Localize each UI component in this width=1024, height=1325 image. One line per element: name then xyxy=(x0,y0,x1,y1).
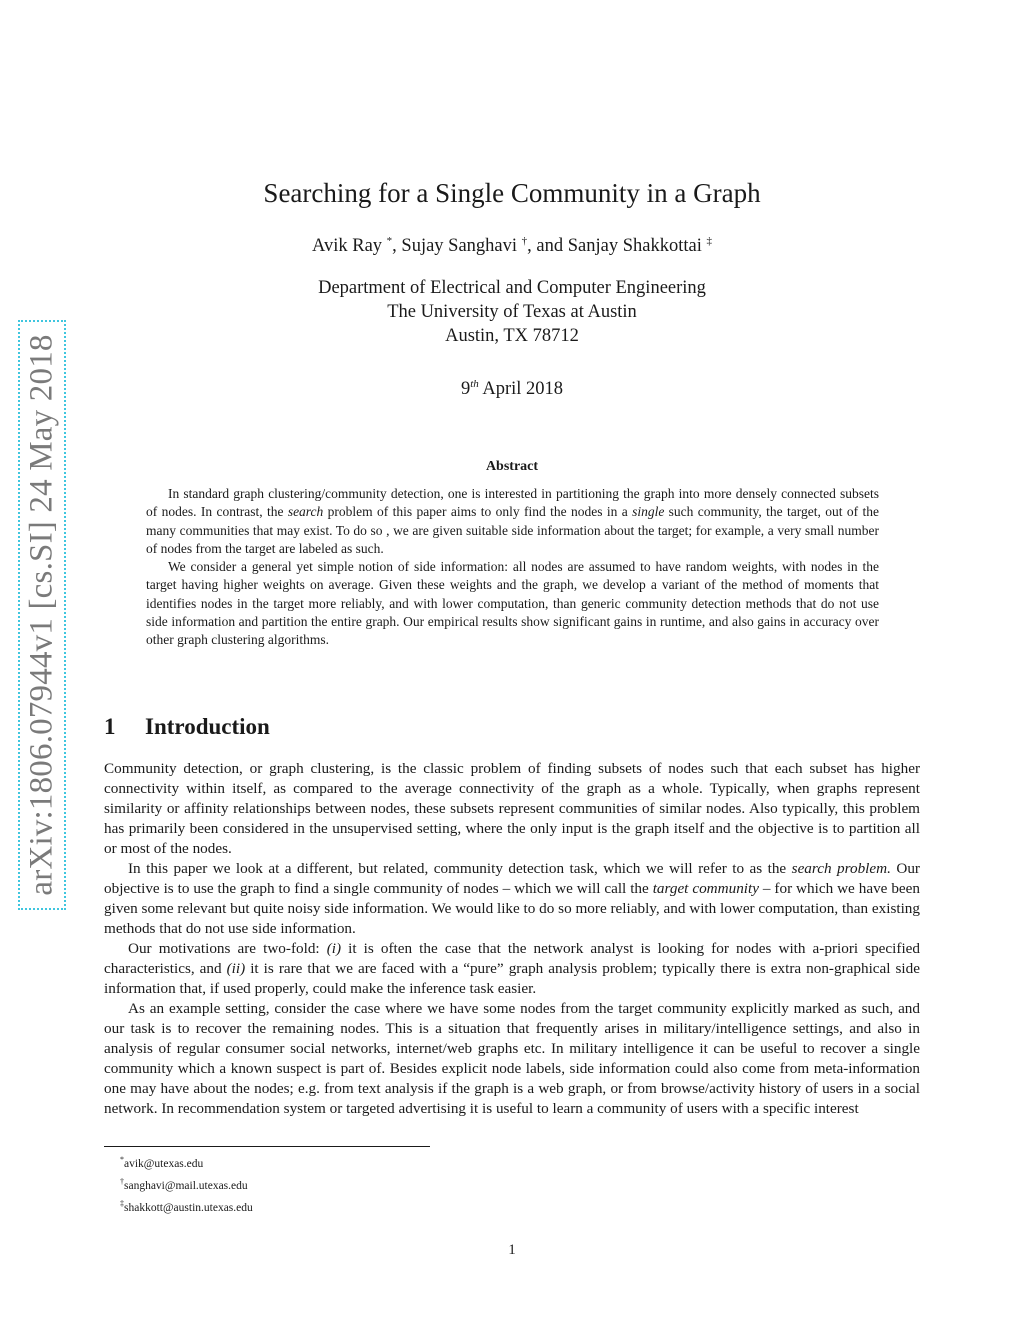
section-number: 1 xyxy=(104,714,116,739)
section-body xyxy=(104,759,920,1119)
paper-title: Searching for a Single Community in a Graph xyxy=(263,178,761,208)
abstract-paragraph: In standard graph clustering/community detection, one is interested in partitioning the graph into more densely connected subsets of nodes. In contrast, the search problem of this paper aims to only find the nodes in a single such community, the target, out of the many communities that may exist. To do so , we are given suitable side information about the target; for example, a very small number of nodes from the target are labeled as such. xyxy=(146,486,879,556)
author-footnote-mark: † xyxy=(521,235,528,247)
affiliation-line: Austin, TX 78712 xyxy=(445,326,579,346)
footnote-rule xyxy=(104,1146,430,1147)
author-footnote-mark: ‡ xyxy=(706,235,712,247)
author-list: Avik Ray *, Sujay Sanghavi †, and Sanjay Shakkottai ‡ xyxy=(311,235,712,257)
affiliation-line: The University of Texas at Austin xyxy=(387,302,637,322)
footnotes xyxy=(104,1151,253,1216)
section-heading xyxy=(104,714,270,740)
paper-date: 9th April 2018 xyxy=(460,378,564,400)
body-paragraph: Community detection, or graph clustering, is the classic problem of finding subsets of nodes such that each subset has higher connectivity within itself, as compared to the average connectivity of the graph as a whole. Typically, when graphs represent similarity or affinity relationships between nodes, these subsets represent communities of similar nodes. Also typically, this problem has primarily been considered in the unsupervised setting, where the only input is the graph itself and the objective is to partition all or most of the nodes. xyxy=(104,760,920,857)
author-name: Sujay Sanghavi xyxy=(401,236,518,257)
arxiv-stamp xyxy=(18,320,66,910)
footnote: *avik@utexas.edu xyxy=(120,1155,204,1170)
author-footnote-mark: * xyxy=(386,235,393,247)
author-name: Sanjay Shakkottai xyxy=(567,236,702,257)
footnote: †sanghavi@mail.utexas.edu xyxy=(120,1176,248,1192)
section-title: Introduction xyxy=(145,714,270,739)
arxiv-stamp-text: arXiv:1806.07944v1 [cs.SI] 24 May 2018 xyxy=(23,334,60,896)
body-paragraph: As an example setting, consider the case where we have some nodes from the target community explicitly marked as such, and our task is to recover the remaining nodes. This is a situation that frequently arises in military/intelligence settings, and also in analysis of regular consumer social networks, internet/web graphs etc. In military intelligence it can be useful to recover a single community which a known suspect is part of. Besides explicit node labels, side information could also come from meta-information one may have about the nodes; e.g. from text analysis if the graph is a web graph, or from browse/activity history of users in a social network. In recommendation system or targeted advertising it is useful to learn a community of users with a specific interest xyxy=(104,1000,920,1117)
author-name: Avik Ray xyxy=(311,236,383,257)
body-paragraph: In this paper we look at a different, but related, community detection task, which we will refer to as the search problem. Our objective is to use the graph to find a single community of nodes – which we will call the target community – for which we have been given some relevant but quite noisy side information. We would like to do so more reliably, and with lower computation, than existing methods that do not use side information. xyxy=(104,860,920,937)
abstract-paragraph: We consider a general yet simple notion of side information: all nodes are assumed to have random weights, with nodes in the target having higher weights on average. Given these weights and the graph, we develop a variant of the method of moments that identifies nodes in the target more reliably, and with lower computation, than generic community detection methods that do not use side information and partition the entire graph. Our empirical results show significant gains in runtime, and also gains in accuracy over other graph clustering algorithms. xyxy=(146,559,879,648)
footnote: ‡shakkott@austin.utexas.edu xyxy=(120,1198,253,1214)
abstract-body xyxy=(146,485,879,650)
abstract-heading: Abstract xyxy=(485,459,539,474)
affiliation-line: Department of Electrical and Computer Engineering xyxy=(318,278,706,298)
affiliation xyxy=(0,276,1024,348)
body-paragraph: Our motivations are two-fold: (i) it is often the case that the network analyst is looking for nodes with a-priori specified characteristics, and (ii) it is rare that we are faced with a “pure” graph analysis problem; typically there is extra non-graphical side information that, if used properly, could make the inference task easier. xyxy=(104,940,920,997)
page-number: 1 xyxy=(508,1242,516,1258)
